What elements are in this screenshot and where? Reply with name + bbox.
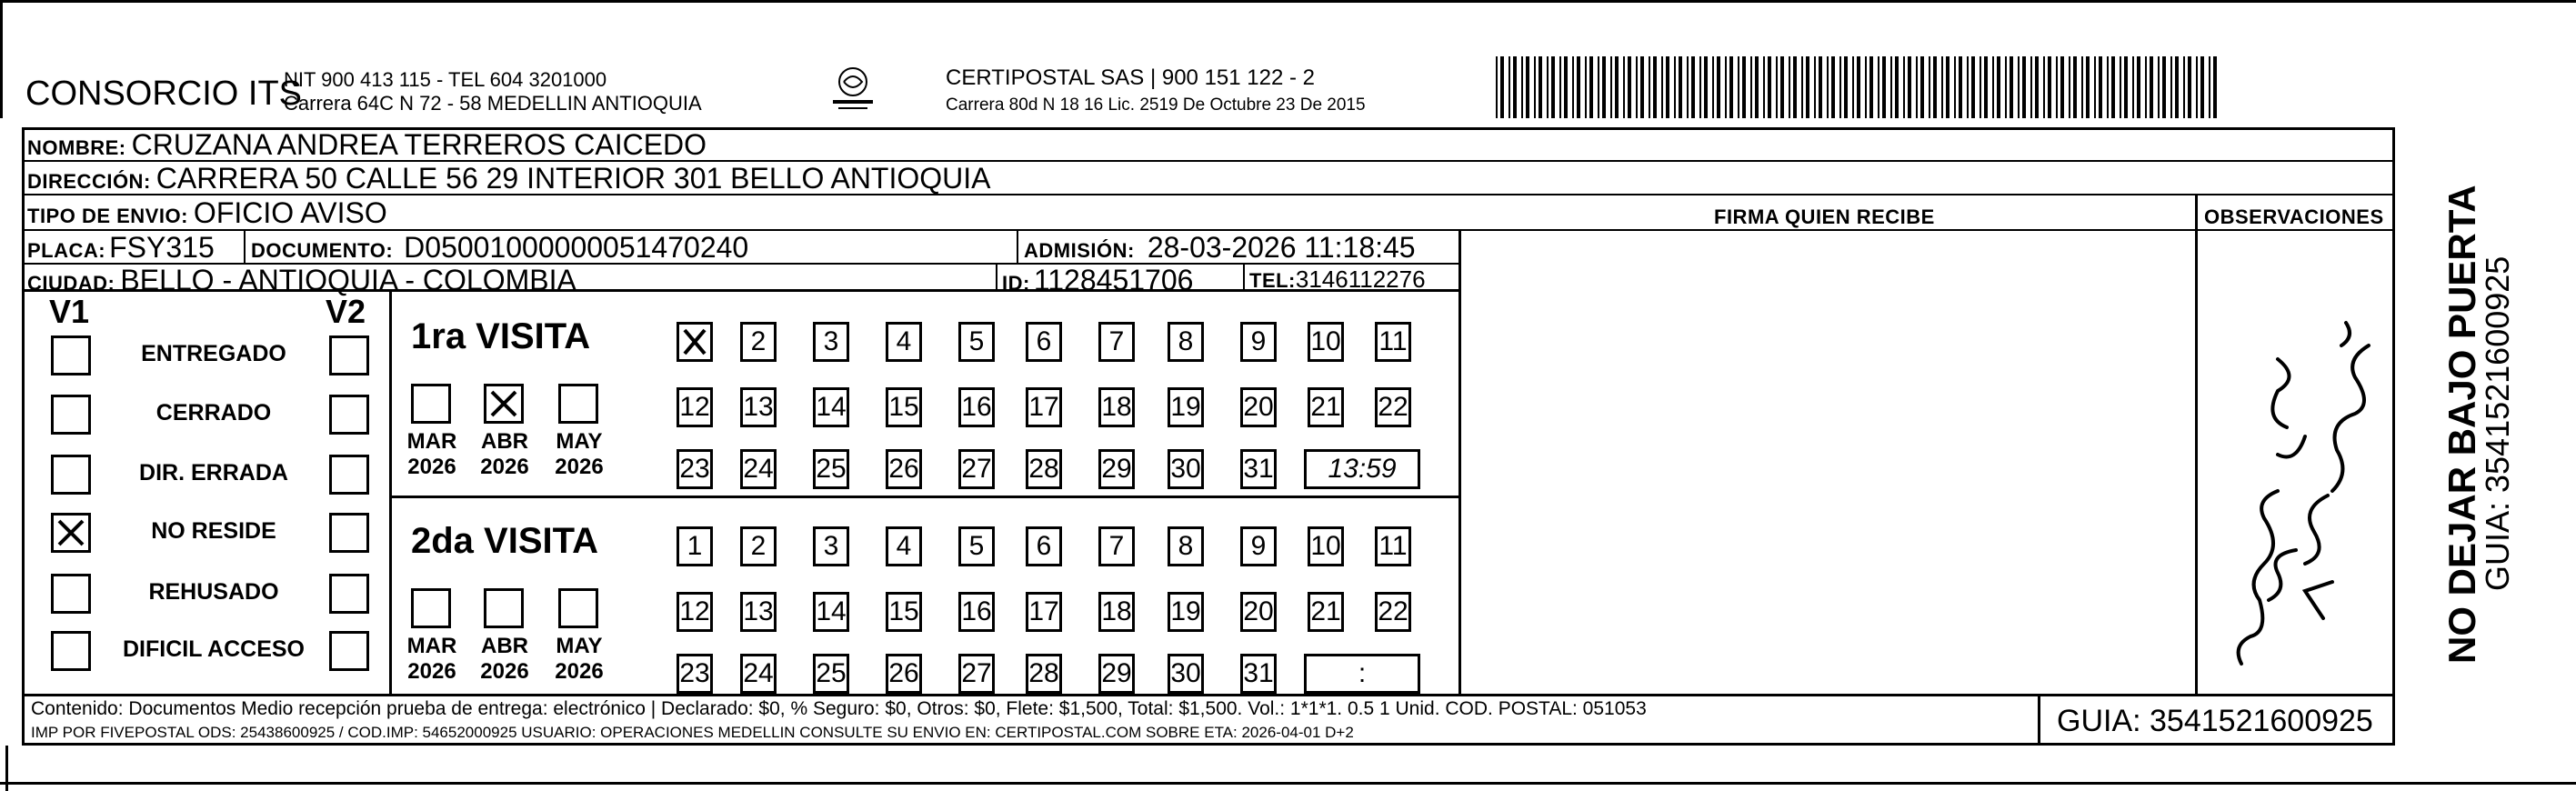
day-box-29[interactable]: 29 — [1098, 654, 1135, 694]
day-box-23[interactable]: 23 — [677, 449, 713, 489]
v1-checkbox-4[interactable] — [51, 574, 91, 614]
status-option-label: REHUSADO — [148, 579, 279, 605]
day-box-10[interactable]: 10 — [1308, 322, 1344, 362]
day-box-25[interactable]: 25 — [813, 449, 849, 489]
day-box-2[interactable]: 2 — [740, 322, 777, 362]
day-box-27[interactable]: 27 — [958, 449, 995, 489]
month-year: 2026 — [407, 659, 456, 684]
month-year: 2026 — [480, 659, 529, 684]
company-address: Carrera 64C N 72 - 58 MEDELLIN ANTIOQUIA — [284, 92, 702, 115]
documento-label: DOCUMENTO: — [251, 239, 394, 262]
v1-checkbox-5[interactable] — [51, 631, 91, 671]
month-year: 2026 — [555, 659, 604, 684]
month-year: 2026 — [407, 455, 456, 479]
day-box-20[interactable]: 20 — [1240, 592, 1277, 632]
visit-title: 1ra VISITA — [411, 316, 591, 356]
day-box-1[interactable]: 1 — [677, 526, 713, 566]
day-box-2[interactable]: 2 — [740, 526, 777, 566]
day-box-4[interactable]: 4 — [886, 322, 922, 362]
admision-value: 28-03-2026 11:18:45 — [1147, 231, 1416, 264]
nombre-value: CRUZANA ANDREA TERREROS CAICEDO — [131, 128, 707, 161]
month-label — [547, 634, 611, 685]
footer-imp: IMP POR FIVEPOSTAL ODS: 25438600925 / COD.IMP: 54652000925 USUARIO: OPERACIONES MEDELLIN CONSULTE SU ENVIO EN: CERTIPOSTAL.COM SOBRE ETA: 2026-04-01 D+2 — [31, 724, 1354, 741]
ciudad-label: CIUDAD: — [27, 272, 115, 295]
footer-guia: GUIA: 3541521600925 — [2057, 704, 2373, 738]
tel-value: 3146112276 — [1295, 265, 1426, 293]
admision-label: ADMISIÓN: — [1024, 239, 1135, 262]
day-box-19[interactable]: 19 — [1168, 592, 1204, 632]
placa-value: FSY315 — [109, 231, 215, 264]
v2-checkbox-5[interactable] — [329, 631, 369, 671]
status-option-label: DIR. ERRADA — [139, 460, 288, 486]
v1-checkbox-1[interactable] — [51, 395, 91, 435]
day-box-23[interactable]: 23 — [677, 654, 713, 694]
month-label — [547, 429, 611, 480]
day-box-6[interactable]: 6 — [1026, 322, 1062, 362]
month-name: MAR — [406, 429, 457, 454]
day-box-28[interactable]: 28 — [1026, 654, 1062, 694]
v1-checkbox-2[interactable] — [51, 455, 91, 495]
check-x-icon — [486, 386, 521, 421]
day-box-17[interactable]: 17 — [1026, 387, 1062, 427]
v2-checkbox-2[interactable] — [329, 455, 369, 495]
left-edge — [0, 0, 3, 118]
visit-time-field[interactable]: 13:59 — [1304, 449, 1420, 489]
month-name: MAY — [556, 429, 603, 454]
day-box-5[interactable]: 5 — [958, 526, 995, 566]
carrier-name: CERTIPOSTAL SAS | 900 151 122 - 2 — [946, 65, 1315, 90]
status-option-label: NO RESIDE — [151, 518, 276, 544]
day-box-26[interactable]: 26 — [886, 654, 922, 694]
documento-value: D05001000000051470240 — [404, 231, 749, 264]
check-x-icon — [54, 516, 88, 550]
handwritten-observation-icon — [2214, 273, 2378, 682]
v1-checkbox-3[interactable] — [51, 513, 91, 553]
placa-label: PLACA: — [27, 239, 106, 262]
top-border — [0, 0, 2576, 3]
day-box-8[interactable]: 8 — [1168, 322, 1204, 362]
v2-checkbox-4[interactable] — [329, 574, 369, 614]
day-box-27[interactable]: 27 — [958, 654, 995, 694]
day-box-18[interactable]: 18 — [1098, 387, 1135, 427]
month-checkbox-abr[interactable] — [484, 588, 524, 628]
day-box-16[interactable]: 16 — [958, 592, 995, 632]
id-value: 1128451706 — [1033, 264, 1194, 296]
day-box-15[interactable]: 15 — [886, 387, 922, 427]
day-box-11[interactable]: 11 — [1375, 526, 1411, 566]
day-box-22[interactable]: 22 — [1375, 387, 1411, 427]
month-checkbox-may[interactable] — [558, 588, 598, 628]
month-name: MAY — [556, 634, 603, 658]
visit-time-field[interactable]: : — [1304, 654, 1420, 694]
day-box-9[interactable]: 9 — [1240, 322, 1277, 362]
month-year: 2026 — [555, 455, 604, 479]
footer-contenido: Contenido: Documentos Medio recepción prueba de entrega: electrónico | Declarado: $0, % Seguro: $0, Otros: $0, Flete: $1,500, Total: $1,500. Vol.: 1*1*1. 0.5 1 Unid. COD. POSTAL: 051053 — [31, 698, 1647, 719]
v2-header: V2 — [326, 293, 366, 330]
day-box-16[interactable]: 16 — [958, 387, 995, 427]
day-box-3[interactable]: 3 — [813, 526, 849, 566]
day-box-4[interactable]: 4 — [886, 526, 922, 566]
day-box-24[interactable]: 24 — [740, 449, 777, 489]
day-box-7[interactable]: 7 — [1098, 526, 1135, 566]
v2-checkbox-1[interactable] — [329, 395, 369, 435]
day-box-24[interactable]: 24 — [740, 654, 777, 694]
status-option-label: DIFICIL ACCESO — [122, 636, 305, 662]
tel-label: TEL: — [1249, 269, 1296, 292]
v2-checkbox-0[interactable] — [329, 335, 369, 375]
month-name: ABR — [481, 429, 528, 454]
status-option-label: ENTREGADO — [141, 341, 286, 366]
day-box-3[interactable]: 3 — [813, 322, 849, 362]
day-box-31[interactable]: 31 — [1240, 449, 1277, 489]
month-checkbox-mar[interactable] — [411, 588, 451, 628]
day-box-17[interactable]: 17 — [1026, 592, 1062, 632]
day-box-14[interactable]: 14 — [813, 387, 849, 427]
month-year: 2026 — [480, 455, 529, 479]
day-box-22[interactable]: 22 — [1375, 592, 1411, 632]
month-checkbox-mar[interactable] — [411, 384, 451, 424]
month-label — [400, 634, 464, 685]
carrier-address: Carrera 80d N 18 16 Lic. 2519 De Octubre 23 De 2015 — [946, 95, 1366, 115]
day-box-20[interactable]: 20 — [1240, 387, 1277, 427]
day-box-30[interactable]: 30 — [1168, 449, 1204, 489]
month-name: MAR — [406, 634, 457, 658]
day-box-13[interactable]: 13 — [740, 592, 777, 632]
firma-header: FIRMA QUIEN RECIBE — [1714, 205, 1935, 228]
company-name: CONSORCIO ITS — [25, 75, 303, 113]
ciudad-value: BELLO - ANTIOQUIA - COLOMBIA — [120, 264, 576, 296]
certipostal-logo-icon — [826, 65, 880, 113]
day-box-6[interactable]: 6 — [1026, 526, 1062, 566]
month-checkbox-may[interactable] — [558, 384, 598, 424]
day-box-11[interactable]: 11 — [1375, 322, 1411, 362]
barcode-icon — [1496, 56, 2223, 120]
observaciones-header: OBSERVACIONES — [2204, 205, 2384, 228]
day-box-12[interactable]: 12 — [677, 592, 713, 632]
id-label: ID: — [1002, 272, 1030, 295]
direccion-value: CARRERA 50 CALLE 56 29 INTERIOR 301 BELLO ANTIOQUIA — [155, 162, 991, 195]
day-box-25[interactable]: 25 — [813, 654, 849, 694]
check-x-icon — [679, 325, 710, 359]
day-box-28[interactable]: 28 — [1026, 449, 1062, 489]
month-label — [473, 634, 536, 685]
day-box-29[interactable]: 29 — [1098, 449, 1135, 489]
month-label — [473, 429, 536, 480]
month-checkbox-abr[interactable] — [484, 384, 524, 424]
nombre-label: NOMBRE: — [27, 136, 126, 159]
day-box-13[interactable]: 13 — [740, 387, 777, 427]
month-name: ABR — [481, 634, 528, 658]
day-box-31[interactable]: 31 — [1240, 654, 1277, 694]
day-box-1[interactable] — [677, 322, 713, 362]
day-box-21[interactable]: 21 — [1308, 387, 1344, 427]
day-box-26[interactable]: 26 — [886, 449, 922, 489]
tipo-envio-value: OFICIO AVISO — [193, 196, 387, 229]
company-nit: NIT 900 413 115 - TEL 604 3201000 — [284, 68, 607, 91]
day-box-8[interactable]: 8 — [1168, 526, 1204, 566]
v2-checkbox-3[interactable] — [329, 513, 369, 553]
visit-title: 2da VISITA — [411, 521, 598, 561]
day-box-30[interactable]: 30 — [1168, 654, 1204, 694]
v1-checkbox-0[interactable] — [51, 335, 91, 375]
day-box-14[interactable]: 14 — [813, 592, 849, 632]
day-box-10[interactable]: 10 — [1308, 526, 1344, 566]
day-box-19[interactable]: 19 — [1168, 387, 1204, 427]
side-guia: GUIA: 3541521600925 — [2479, 255, 2516, 591]
day-box-12[interactable]: 12 — [677, 387, 713, 427]
day-box-15[interactable]: 15 — [886, 592, 922, 632]
side-warning: NO DEJAR BAJO PUERTA — [2441, 185, 2483, 664]
day-box-5[interactable]: 5 — [958, 322, 995, 362]
status-option-label: CERRADO — [155, 400, 272, 426]
day-box-9[interactable]: 9 — [1240, 526, 1277, 566]
month-label — [400, 429, 464, 480]
day-box-21[interactable]: 21 — [1308, 592, 1344, 632]
day-box-7[interactable]: 7 — [1098, 322, 1135, 362]
v1-header: V1 — [49, 293, 90, 330]
direccion-label: DIRECCIÓN: — [27, 170, 151, 193]
day-box-18[interactable]: 18 — [1098, 592, 1135, 632]
tipo-envio-label: TIPO DE ENVIO: — [27, 205, 188, 227]
